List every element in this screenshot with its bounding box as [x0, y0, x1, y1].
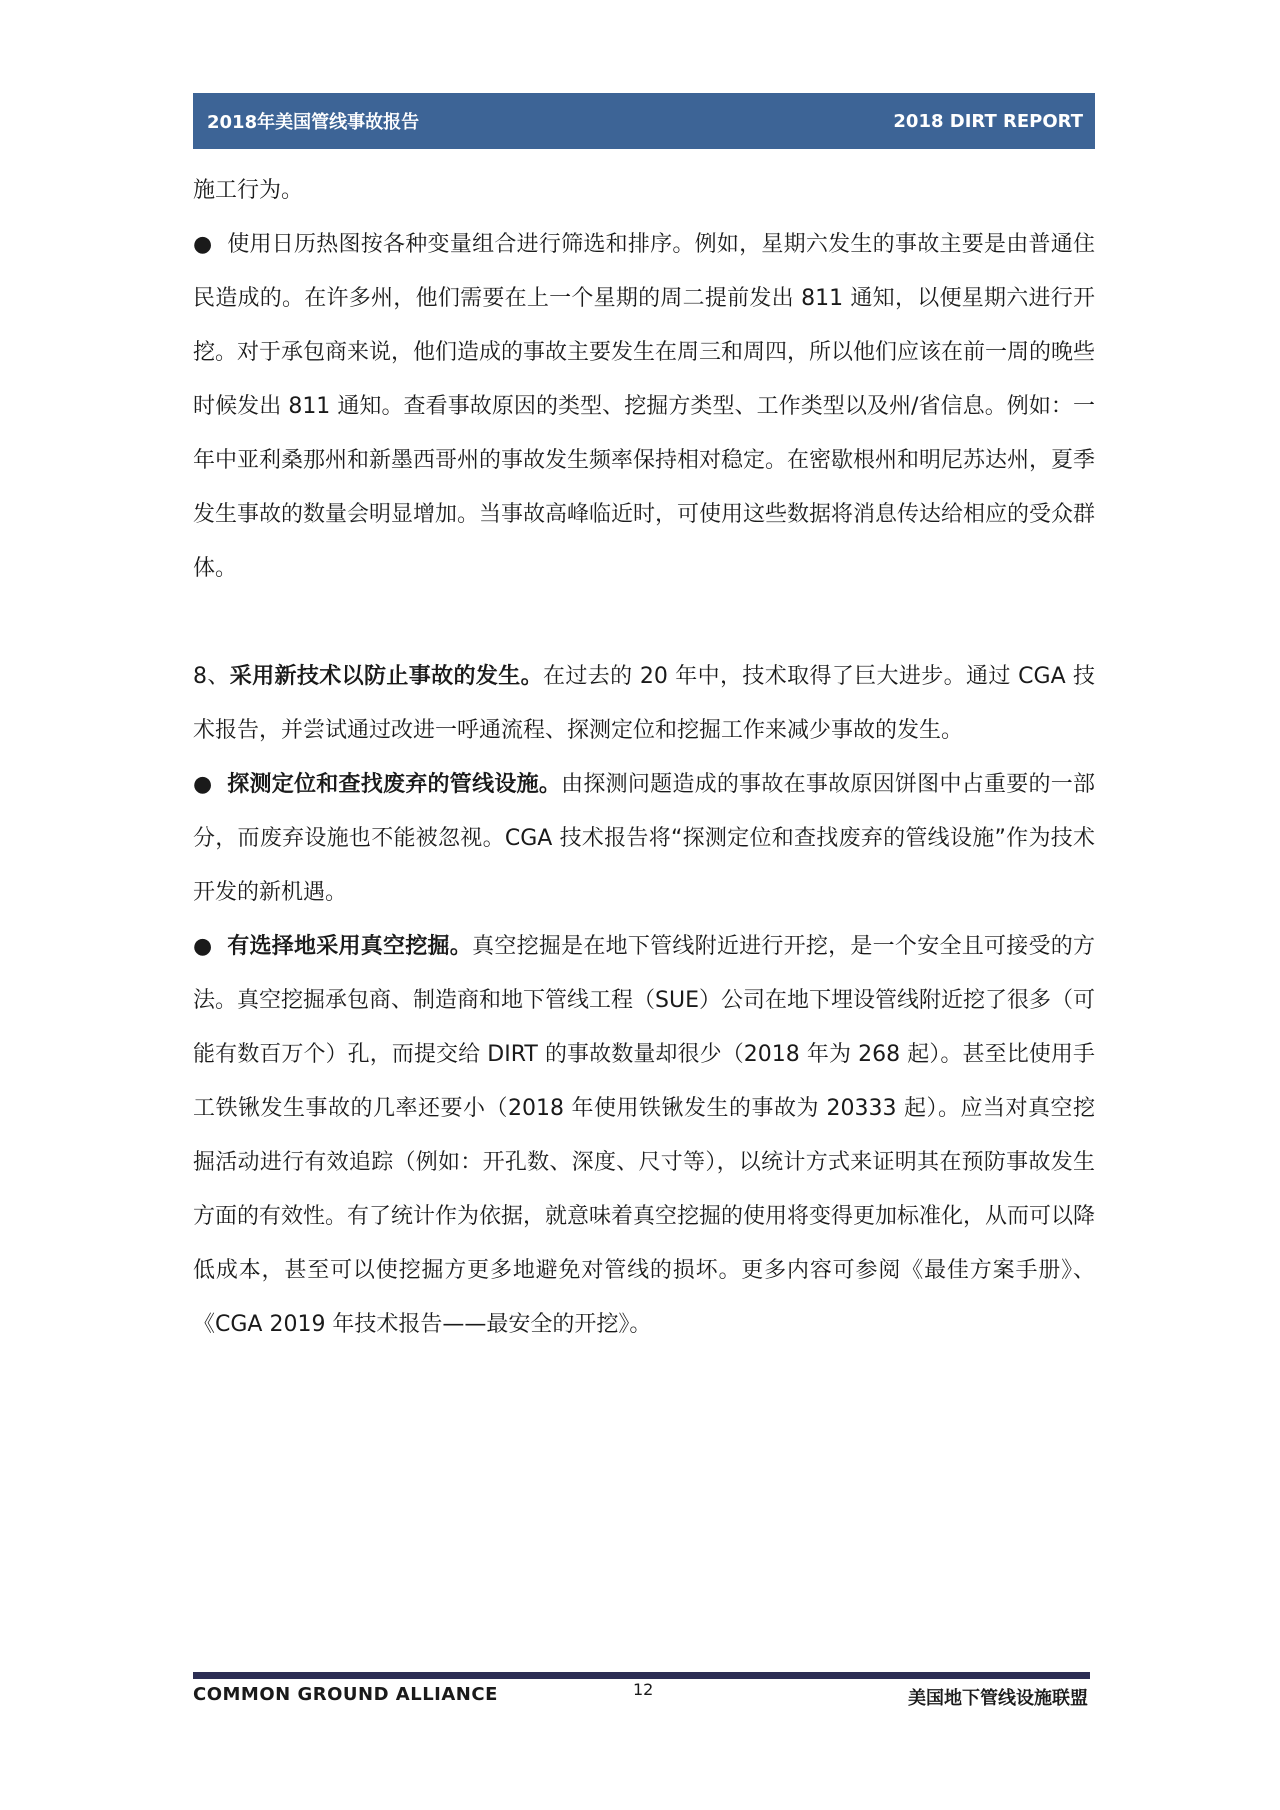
paragraph-vacuum-excavation [193, 920, 1095, 1352]
paragraph-text: 由探测问题造成的事故在事故原因饼图中占重要的一部分，而废弃设施也不能被忽视。CGA 技术报告将“探测定位和查找废弃的管线设施”作为技术开发的新机遇。 [193, 772, 1095, 905]
paragraph-locating-abandoned [193, 758, 1095, 920]
paragraph-text: 真空挖掘是在地下管线附近进行开挖，是一个安全且可接受的方法。真空挖掘承包商、制造商和地下管线工程（SUE）公司在地下埋设管线附近挖了很多（可能有数百万个）孔，而提交给 DIRT 的事故数量却很少（2018 年为 268 起）。甚至比使用手工铁锹发生事故的几率还要小（2018 年使用铁锹发生的事故为 20333 起）。应当对真空挖掘活动进行有效追踪（例如：开孔数、深度、尺寸等），以统计方式来证明其在预防事故发生方面的有效性。有了统计作为依据，就意味着真空挖掘的使用将变得更加标准化，从而可以降低成本，甚至可以使挖掘方更多地避免对管线的损坏。更多内容可参阅《最佳方案手册》、《CGA 2019 年技术报告——最安全的开挖》。 [193, 934, 1096, 1337]
bullet-icon: ● [193, 232, 213, 257]
footer-org-cn: 美国地下管线设施联盟 [908, 1688, 1088, 1709]
paragraph-continuation: 施工行为。 [193, 178, 304, 203]
page-header [193, 93, 1095, 149]
body-content [193, 164, 1095, 1352]
bullet-icon: ● [193, 934, 213, 959]
paragraph-new-technology [193, 650, 1095, 758]
item-heading: 探测定位和查找废弃的管线设施。 [227, 772, 562, 797]
paragraph-calendar-heatmap [193, 218, 1095, 596]
page-number: 12 [633, 1680, 654, 1699]
header-title-cn: 2018年美国管线事故报告 [207, 112, 420, 133]
item-heading: 采用新技术以防止事故的发生。 [229, 664, 543, 689]
paragraph-text: 使用日历热图按各种变量组合进行筛选和排序。例如，星期六发生的事故主要是由普通住民造成的。在许多州，他们需要在上一个星期的周二提前发出 811 通知，以便星期六进行开挖。对于承包商来说，他们造成的事故主要发生在周三和周四，所以他们应该在前一周的晚些时候发出 811 通知。查看事故原因的类型、挖掘方类型、工作类型以及州/省信息。例如：一年中亚利桑那州和新墨西哥州的事故发生频率保持相对稳定。在密歇根州和明尼苏达州，夏季发生事故的数量会明显增加。当事故高峰临近时，可使用这些数据将消息传达给相应的受众群体。 [193, 232, 1096, 581]
header-title-en: 2018 DIRT REPORT [893, 110, 1083, 132]
item-number: 8、 [193, 664, 230, 689]
bullet-icon: ● [193, 772, 213, 797]
footer-org-en: COMMON GROUND ALLIANCE [193, 1684, 498, 1705]
paragraph-text: 在过去的 20 年中，技术取得了巨大进步。通过 CGA 技术报告，并尝试通过改进一呼通流程、探测定位和挖掘工作来减少事故的发生。 [193, 664, 1095, 743]
footer-rule [193, 1672, 1090, 1679]
paragraph-spacer [193, 596, 1095, 650]
item-heading: 有选择地采用真空挖掘。 [227, 934, 473, 959]
